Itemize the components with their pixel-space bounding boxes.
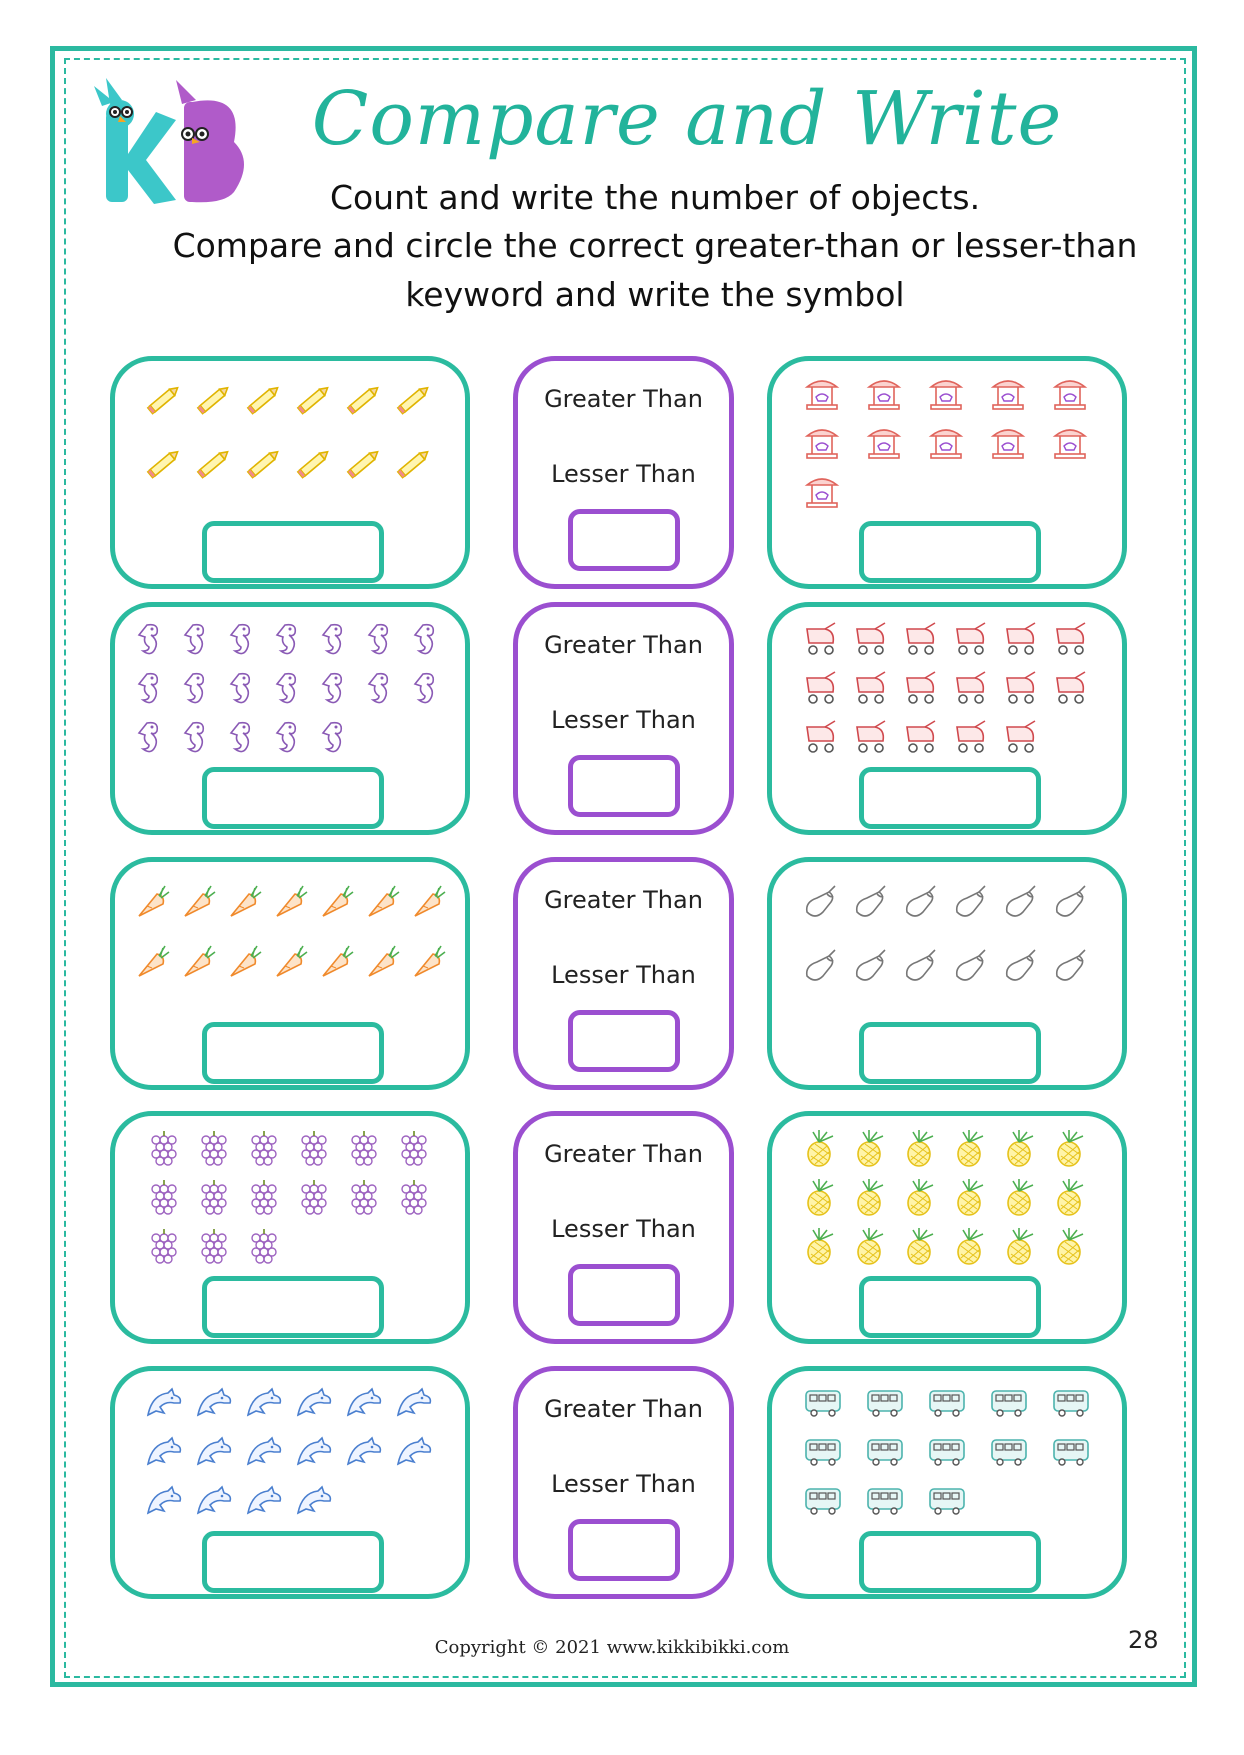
right-count-answer-box[interactable] bbox=[859, 767, 1041, 829]
seahorse-icon bbox=[369, 674, 387, 703]
right-object-box-row-5 bbox=[767, 1366, 1127, 1599]
pineapple-icon bbox=[908, 1228, 933, 1264]
grapes-icon bbox=[302, 1131, 326, 1165]
bus-icon bbox=[868, 1489, 902, 1514]
pram-icon bbox=[857, 721, 885, 752]
page-title: Compare and Write bbox=[311, 76, 1063, 162]
seahorse-icon bbox=[185, 674, 203, 703]
bus-icon bbox=[806, 1489, 840, 1514]
greater-than-keyword[interactable]: Greater Than bbox=[544, 1395, 703, 1423]
pencil-icon bbox=[347, 449, 380, 478]
eggplant-icon bbox=[1007, 886, 1035, 916]
seahorse-icon bbox=[185, 723, 203, 752]
eggplant-icon bbox=[1057, 886, 1085, 916]
right-object-box-row-4 bbox=[767, 1111, 1127, 1344]
greater-than-keyword[interactable]: Greater Than bbox=[544, 886, 703, 914]
seahorse-icon bbox=[277, 674, 295, 703]
pencil-icon bbox=[397, 449, 430, 478]
pram-icon bbox=[957, 672, 985, 703]
greater-than-keyword[interactable]: Greater Than bbox=[544, 1140, 703, 1168]
pineapple-icon bbox=[1008, 1179, 1033, 1215]
dolphin-group bbox=[115, 1371, 465, 1531]
seahorse-icon bbox=[323, 625, 341, 654]
seahorse-icon bbox=[231, 723, 249, 752]
eggplant-icon bbox=[1057, 950, 1085, 980]
carousel-icon bbox=[993, 381, 1023, 409]
dolphin-icon bbox=[198, 1438, 230, 1464]
lesser-than-keyword[interactable]: Lesser Than bbox=[551, 961, 696, 989]
grapes-icon bbox=[152, 1180, 176, 1214]
pram-group bbox=[772, 607, 1122, 767]
pram-icon bbox=[807, 672, 835, 703]
eggplant-icon bbox=[857, 886, 885, 916]
pram-icon bbox=[1007, 721, 1035, 752]
pineapple-icon bbox=[908, 1179, 933, 1215]
carrot-icon bbox=[277, 946, 307, 976]
dolphin-icon bbox=[398, 1438, 430, 1464]
copyright-text: Copyright © 2021 www.kikkibikki.com bbox=[434, 1637, 790, 1658]
bus-icon bbox=[806, 1440, 840, 1465]
bus-icon bbox=[930, 1489, 964, 1514]
carrot-icon bbox=[415, 886, 445, 916]
left-count-answer-box[interactable] bbox=[202, 1276, 384, 1338]
carousel-icon bbox=[1055, 430, 1085, 458]
dolphin-icon bbox=[248, 1487, 280, 1513]
left-count-answer-box[interactable] bbox=[202, 1531, 384, 1593]
carrot-icon bbox=[185, 886, 215, 916]
pineapple-icon bbox=[808, 1228, 833, 1264]
pineapple-icon bbox=[858, 1228, 883, 1264]
grapes-icon bbox=[352, 1131, 376, 1165]
pineapple-icon bbox=[808, 1130, 833, 1166]
eggplant-icon bbox=[807, 950, 835, 980]
page-number: 28 bbox=[1128, 1626, 1159, 1654]
symbol-answer-box[interactable] bbox=[568, 1519, 680, 1581]
bus-icon bbox=[992, 1440, 1026, 1465]
dolphin-icon bbox=[248, 1389, 280, 1415]
left-count-answer-box[interactable] bbox=[202, 1022, 384, 1084]
pencil-icon bbox=[147, 385, 180, 414]
compare-box-row-2 bbox=[513, 602, 734, 835]
pineapple-icon bbox=[1058, 1228, 1083, 1264]
pram-icon bbox=[1057, 623, 1085, 654]
dolphin-icon bbox=[198, 1389, 230, 1415]
pineapple-icon bbox=[958, 1228, 983, 1264]
pram-icon bbox=[957, 623, 985, 654]
seahorse-icon bbox=[323, 723, 341, 752]
instruction-line-2: Compare and circle the correct greater-than or lesser-than bbox=[172, 226, 1138, 265]
pram-icon bbox=[857, 623, 885, 654]
instruction-line-3: keyword and write the symbol bbox=[405, 275, 905, 314]
pineapple-group bbox=[772, 1116, 1122, 1276]
pencil-icon bbox=[147, 449, 180, 478]
grapes-icon bbox=[252, 1131, 276, 1165]
carrot-icon bbox=[231, 946, 261, 976]
grapes-group bbox=[115, 1116, 465, 1276]
carrot-icon bbox=[231, 886, 261, 916]
dolphin-icon bbox=[348, 1438, 380, 1464]
eggplant-icon bbox=[807, 886, 835, 916]
pram-icon bbox=[1057, 672, 1085, 703]
compare-box-row-1 bbox=[513, 356, 734, 589]
grapes-icon bbox=[152, 1229, 176, 1263]
left-object-box-row-4 bbox=[110, 1111, 470, 1344]
dolphin-icon bbox=[148, 1389, 180, 1415]
pencil-icon bbox=[247, 449, 280, 478]
eggplant-icon bbox=[957, 950, 985, 980]
grapes-icon bbox=[352, 1180, 376, 1214]
pineapple-icon bbox=[908, 1130, 933, 1166]
dolphin-icon bbox=[248, 1438, 280, 1464]
bus-icon bbox=[992, 1391, 1026, 1416]
seahorse-icon bbox=[369, 625, 387, 654]
right-count-answer-box[interactable] bbox=[859, 521, 1041, 583]
carousel-icon bbox=[807, 479, 837, 507]
carrot-icon bbox=[139, 946, 169, 976]
bus-icon bbox=[868, 1391, 902, 1416]
symbol-answer-box[interactable] bbox=[568, 1264, 680, 1326]
grapes-icon bbox=[152, 1131, 176, 1165]
dolphin-icon bbox=[148, 1487, 180, 1513]
eggplant-icon bbox=[907, 886, 935, 916]
carousel-icon bbox=[931, 430, 961, 458]
pencil-icon bbox=[347, 385, 380, 414]
grapes-icon bbox=[202, 1131, 226, 1165]
grapes-icon bbox=[202, 1180, 226, 1214]
seahorse-icon bbox=[185, 625, 203, 654]
dolphin-icon bbox=[298, 1389, 330, 1415]
pencil-icon bbox=[397, 385, 430, 414]
pram-icon bbox=[807, 623, 835, 654]
bus-icon bbox=[868, 1440, 902, 1465]
right-object-box-row-3 bbox=[767, 857, 1127, 1090]
bus-icon bbox=[930, 1391, 964, 1416]
right-count-answer-box[interactable] bbox=[859, 1022, 1041, 1084]
seahorse-icon bbox=[139, 674, 157, 703]
carrot-group bbox=[115, 862, 465, 1022]
grapes-icon bbox=[302, 1180, 326, 1214]
symbol-answer-box[interactable] bbox=[568, 509, 680, 571]
seahorse-icon bbox=[139, 625, 157, 654]
pineapple-icon bbox=[808, 1179, 833, 1215]
pencil-icon bbox=[297, 385, 330, 414]
seahorse-icon bbox=[231, 625, 249, 654]
pineapple-icon bbox=[858, 1130, 883, 1166]
bus-icon bbox=[1054, 1391, 1088, 1416]
eggplant-icon bbox=[1007, 950, 1035, 980]
left-count-answer-box[interactable] bbox=[202, 521, 384, 583]
right-object-box-row-2 bbox=[767, 602, 1127, 835]
left-count-answer-box[interactable] bbox=[202, 767, 384, 829]
pencil-icon bbox=[247, 385, 280, 414]
carrot-icon bbox=[185, 946, 215, 976]
pineapple-icon bbox=[958, 1130, 983, 1166]
seahorse-icon bbox=[277, 625, 295, 654]
eggplant-group bbox=[772, 862, 1122, 1022]
pineapple-icon bbox=[1008, 1130, 1033, 1166]
left-object-box-row-3 bbox=[110, 857, 470, 1090]
dolphin-icon bbox=[148, 1438, 180, 1464]
pencil-icon bbox=[297, 449, 330, 478]
greater-than-keyword[interactable]: Greater Than bbox=[544, 631, 703, 659]
grapes-icon bbox=[402, 1131, 426, 1165]
pram-icon bbox=[907, 623, 935, 654]
symbol-answer-box[interactable] bbox=[568, 1010, 680, 1072]
carrot-icon bbox=[323, 886, 353, 916]
bus-icon bbox=[806, 1391, 840, 1416]
left-object-box-row-2 bbox=[110, 602, 470, 835]
symbol-answer-box[interactable] bbox=[568, 755, 680, 817]
pram-icon bbox=[1007, 623, 1035, 654]
pram-icon bbox=[807, 721, 835, 752]
pram-icon bbox=[857, 672, 885, 703]
carousel-icon bbox=[931, 381, 961, 409]
grapes-icon bbox=[252, 1229, 276, 1263]
seahorse-icon bbox=[323, 674, 341, 703]
carousel-icon bbox=[807, 430, 837, 458]
carrot-icon bbox=[415, 946, 445, 976]
dolphin-icon bbox=[348, 1389, 380, 1415]
carousel-icon bbox=[869, 430, 899, 458]
pram-icon bbox=[907, 672, 935, 703]
left-object-box-row-5 bbox=[110, 1366, 470, 1599]
eggplant-icon bbox=[957, 886, 985, 916]
carrot-icon bbox=[369, 946, 399, 976]
right-count-answer-box[interactable] bbox=[859, 1531, 1041, 1593]
seahorse-icon bbox=[415, 625, 433, 654]
dolphin-icon bbox=[298, 1487, 330, 1513]
eggplant-icon bbox=[857, 950, 885, 980]
bus-icon bbox=[930, 1440, 964, 1465]
grapes-icon bbox=[252, 1180, 276, 1214]
carrot-icon bbox=[277, 886, 307, 916]
dolphin-icon bbox=[398, 1389, 430, 1415]
dolphin-icon bbox=[298, 1438, 330, 1464]
seahorse-icon bbox=[415, 674, 433, 703]
pencil-icon bbox=[197, 385, 230, 414]
pineapple-icon bbox=[1008, 1228, 1033, 1264]
carousel-icon bbox=[1055, 381, 1085, 409]
bus-group bbox=[772, 1371, 1122, 1531]
seahorse-icon bbox=[277, 723, 295, 752]
carousel-icon bbox=[993, 430, 1023, 458]
compare-box-row-3 bbox=[513, 857, 734, 1090]
bus-icon bbox=[1054, 1440, 1088, 1465]
pram-icon bbox=[1007, 672, 1035, 703]
left-object-box-row-1 bbox=[110, 356, 470, 589]
compare-box-row-5 bbox=[513, 1366, 734, 1599]
carousel-group bbox=[772, 361, 1122, 521]
seahorse-group bbox=[115, 607, 465, 767]
pencil-group bbox=[115, 361, 465, 521]
pineapple-icon bbox=[1058, 1179, 1083, 1215]
compare-box-row-4 bbox=[513, 1111, 734, 1344]
lesser-than-keyword[interactable]: Lesser Than bbox=[551, 1470, 696, 1498]
pineapple-icon bbox=[1058, 1130, 1083, 1166]
grapes-icon bbox=[202, 1229, 226, 1263]
pineapple-icon bbox=[858, 1179, 883, 1215]
pram-icon bbox=[957, 721, 985, 752]
seahorse-icon bbox=[231, 674, 249, 703]
right-count-answer-box[interactable] bbox=[859, 1276, 1041, 1338]
carrot-icon bbox=[323, 946, 353, 976]
seahorse-icon bbox=[139, 723, 157, 752]
pineapple-icon bbox=[958, 1179, 983, 1215]
instruction-line-1: Count and write the number of objects. bbox=[329, 178, 981, 217]
pencil-icon bbox=[197, 449, 230, 478]
carrot-icon bbox=[369, 886, 399, 916]
greater-than-keyword[interactable]: Greater Than bbox=[544, 385, 703, 413]
eggplant-icon bbox=[907, 950, 935, 980]
right-object-box-row-1 bbox=[767, 356, 1127, 589]
carousel-icon bbox=[807, 381, 837, 409]
grapes-icon bbox=[402, 1180, 426, 1214]
pram-icon bbox=[907, 721, 935, 752]
dolphin-icon bbox=[198, 1487, 230, 1513]
lesser-than-keyword[interactable]: Lesser Than bbox=[551, 460, 696, 488]
lesser-than-keyword[interactable]: Lesser Than bbox=[551, 706, 696, 734]
carousel-icon bbox=[869, 381, 899, 409]
lesser-than-keyword[interactable]: Lesser Than bbox=[551, 1215, 696, 1243]
carrot-icon bbox=[139, 886, 169, 916]
